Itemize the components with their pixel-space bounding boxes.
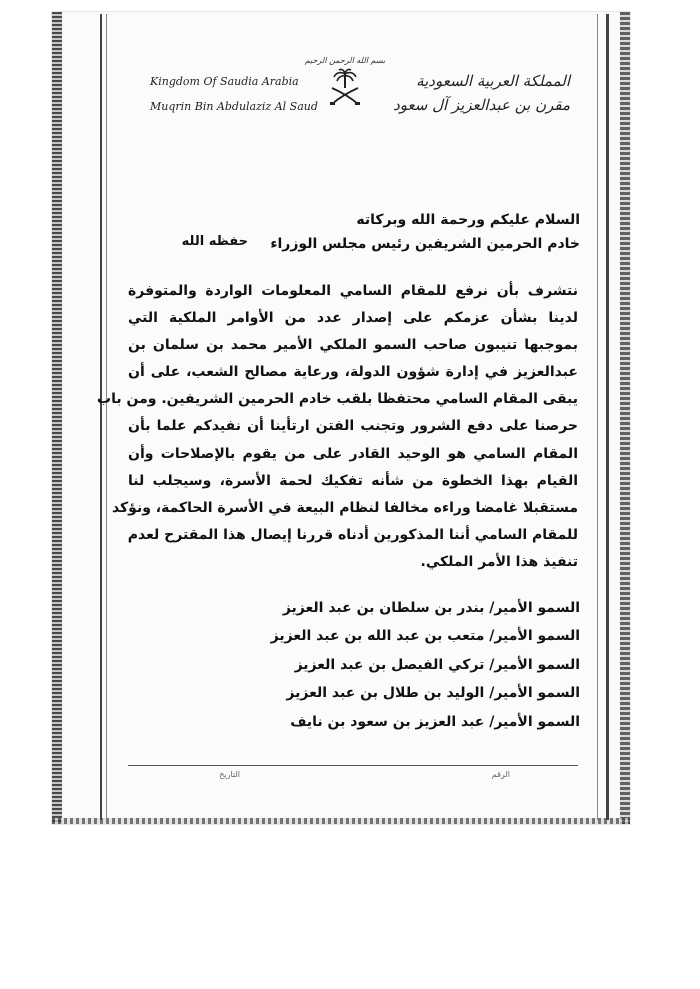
signatory-item: السمو الأمير/ تركي الفيصل بن عبد العزيز	[294, 656, 580, 673]
signatory-item: السمو الأمير/ متعب بن عبد الله بن عبد العزيز	[270, 628, 580, 645]
signatories-list	[240, 594, 580, 736]
letter-body	[97, 278, 578, 576]
body-line: حرصنا على دفع الشرور وتجنب الفتن ارتأينا أن نفيدكم علما بأن	[128, 418, 578, 435]
honorific-text: حفظه الله	[181, 234, 248, 249]
basmala-text: بسم الله الرحمن الرحيم	[304, 56, 386, 65]
saudi-emblem-icon	[327, 68, 363, 110]
body-line: المقام السامي هو الوحيد القادر على من يقوم بالإصلاحات وأن	[128, 445, 578, 462]
body-line: القيام بهذا الخطوة من شأنه تفكيك لحمة الأسرة، وسيجلب لنا	[128, 472, 578, 489]
signatory-item: السمو الأمير/ عبد العزيز بن سعود بن نايف	[290, 713, 580, 730]
body-line: عبدالعزيز في إدارة شؤون الدولة، ورعاية مصالح الشعب، على أن	[128, 364, 578, 381]
addressee-line: خادم الحرمين الشريفين رئيس مجلس الوزراء	[270, 236, 580, 252]
footer-divider	[128, 765, 578, 766]
english-sender-name: Muqrin Bin Abdulaziz Al Saud	[150, 100, 318, 113]
body-line: مستقبلا غامضا وراءه مخالفا لنظام البيعة في الأسرة الحاكمة، ونؤكد	[111, 499, 578, 516]
scan-edge-left	[52, 12, 62, 824]
body-line: نتشرف بأن نرفع للمقام السامي المعلومات الواردة والمتوفرة	[128, 283, 578, 299]
english-country-title: Kingdom Of Saudia Arabia	[150, 75, 299, 88]
date-label: التاريخ	[219, 770, 240, 779]
body-line: يبقى المقام السامي محتفظا بلقب خادم الحرمين الشريفين. ومن باب	[97, 391, 578, 408]
reference-label: الرقم	[491, 770, 510, 779]
body-line: لدينا بشأن عزمكم على إصدار عدد من الأوامر الملكية التي	[128, 310, 578, 327]
scan-edge-right	[620, 12, 630, 824]
body-line: للمقام السامي أننا المذكورين أدناه قررنا إيصال هذا المقترح لعدم	[127, 526, 578, 543]
body-line: تنفيذ هذا الأمر الملكي.	[420, 553, 578, 570]
body-line: بموجبها تنيبون صاحب السمو الملكي الأمير محمد بن سلمان بن	[128, 337, 578, 354]
arabic-country-title: المملكة العربية السعودية	[416, 72, 570, 90]
signatory-item: السمو الأمير/ الوليد بن طلال بن عبد العزيز	[286, 685, 580, 702]
greeting-line: السلام عليكم ورحمة الله وبركاته	[356, 212, 580, 228]
signatory-item: السمو الأمير/ بندر بن سلطان بن عبد العزيز	[282, 600, 580, 616]
arabic-sender-name: مقرن بن عبدالعزيز آل سعود	[393, 96, 570, 114]
